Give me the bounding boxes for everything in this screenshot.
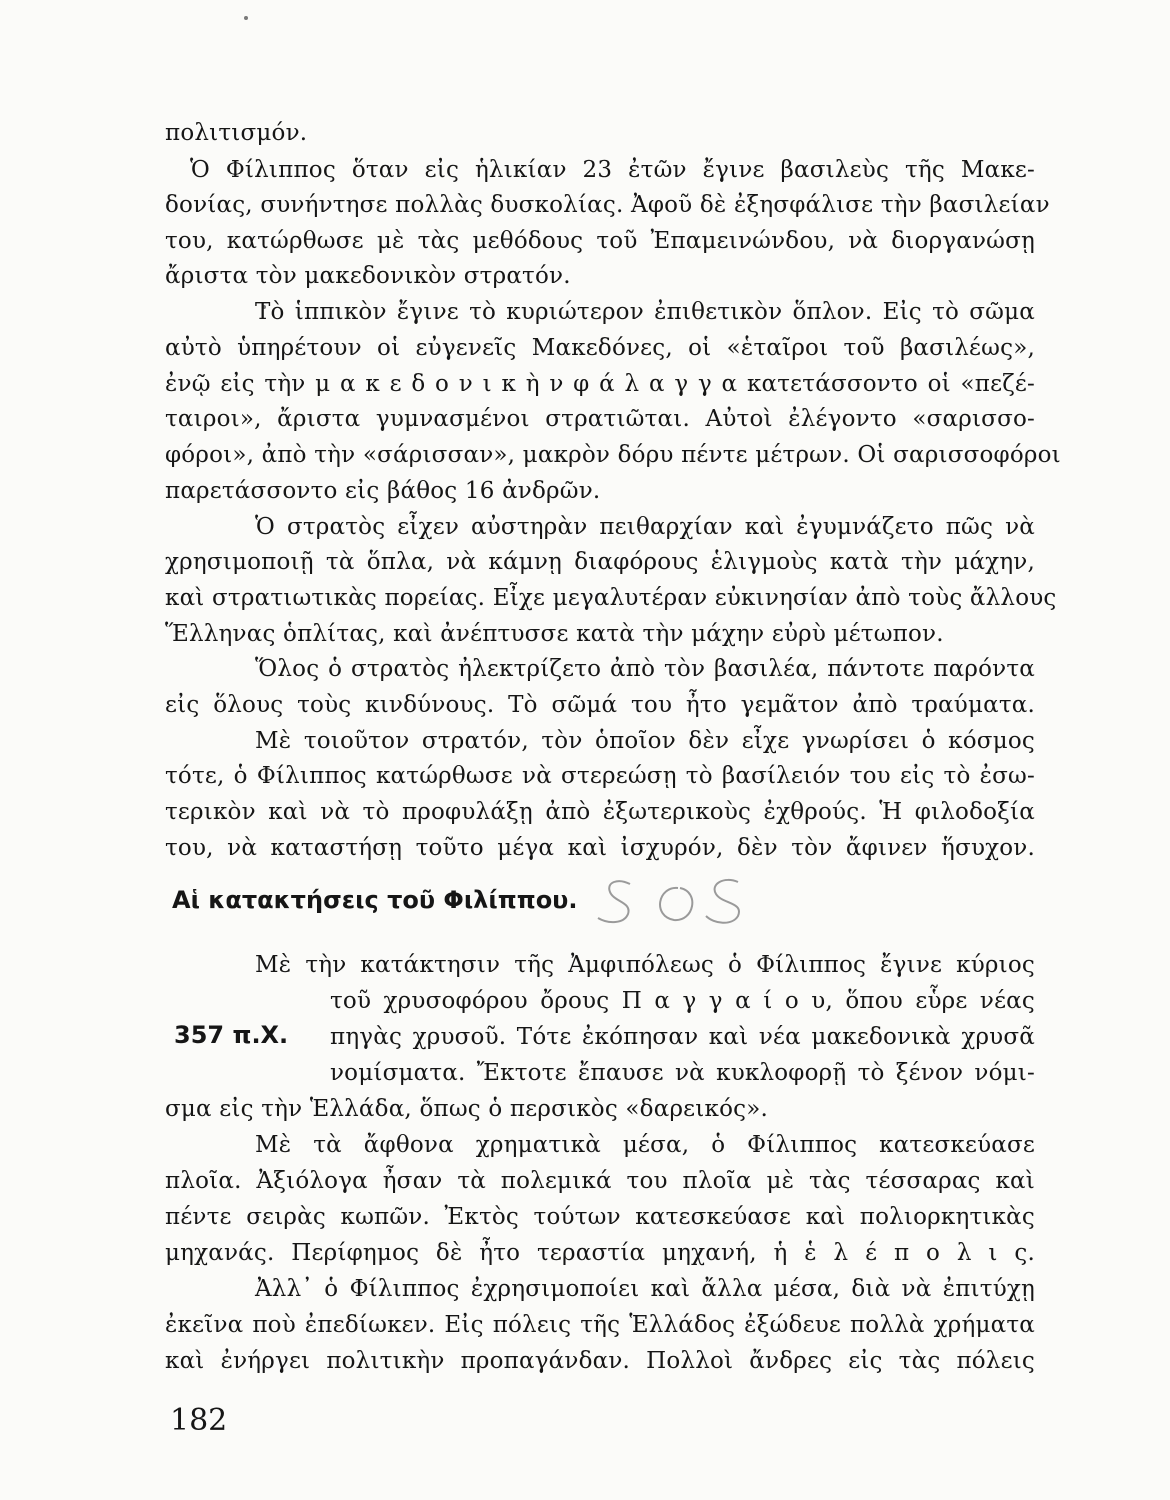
page-number: 182 — [170, 1403, 228, 1438]
speck — [244, 16, 248, 20]
text-line: σμα εἰς τὴν Ἑλλάδα, ὅπως ὁ περσικὸς «δαρεικός». — [165, 1096, 768, 1122]
text-line: του, κατώρθωσε μὲ τὰς μεθόδους τοῦ Ἐπαμεινώνδου, νὰ διοργανώσῃ — [165, 228, 1035, 254]
text-line: ἐνῷ εἰς τὴν μ α κ ε δ ο ν ι κ ὴ ν φ ά λ α γ γ α κατετάσσοντο οἱ «πεζέ- — [165, 371, 1035, 397]
text-line: χρησιμοποιῇ τὰ ὅπλα, νὰ κάμνῃ διαφόρους ἑλιγμοὺς κατὰ τὴν μάχην, — [165, 549, 1035, 575]
section-heading: Αἱ κατακτήσεις τοῦ Φιλίππου. — [172, 886, 578, 914]
text-line: του, νὰ καταστήσῃ τοῦτο μέγα καὶ ἰσχυρόν, δὲν τὸν ἄφινεν ἥσυχον. — [165, 835, 1035, 861]
text-line: πολιτισμόν. — [165, 120, 308, 146]
text-line: Ὁ Φίλιππος ὅταν εἰς ἡλικίαν 23 ἐτῶν ἔγινε βασιλεὺς τῆς Μακε- — [190, 157, 1035, 183]
text-line: δονίας, συνήντησε πολλὰς δυσκολίας. Ἀφοῦ δὲ ἐξησφάλισε τὴν βασιλείαν — [165, 192, 1050, 218]
text-line: Μὲ τοιοῦτον στρατόν, τὸν ὁποῖον δὲν εἶχε γνωρίσει ὁ κόσμος — [255, 728, 1035, 754]
margin-date: 357 π.Χ. — [174, 1021, 289, 1049]
text-line: Μὲ τὴν κατάκτησιν τῆς Ἀμφιπόλεως ὁ Φίλιππος ἔγινε κύριος — [255, 952, 1035, 978]
text-line: παρετάσσοντο εἰς βάθος 16 ἀνδρῶν. — [165, 478, 601, 504]
text-line: μηχανάς. Περίφημος δὲ ἦτο τεραστία μηχανή, ἡ ἑ λ έ π ο λ ι ς. — [165, 1240, 1035, 1266]
text-line: Μὲ τὰ ἄφθονα χρηματικὰ μέσα, ὁ Φίλιππος κατεσκεύασε — [255, 1132, 1035, 1158]
text-line: τοῦ χρυσοφόρου ὄρους Π α γ γ α ί ο υ, ὅπου εὗρε νέας — [330, 988, 1035, 1014]
handwritten-annotation — [588, 872, 768, 932]
text-line: εἰς ὅλους τοὺς κινδύνους. Τὸ σῶμά του ἦτο γεμᾶτον ἀπὸ τραύματα. — [165, 692, 1035, 718]
text-line: πλοῖα. Ἀξιόλογα ἦσαν τὰ πολεμικά του πλοῖα μὲ τὰς τέσσαρας καὶ — [165, 1168, 1035, 1194]
text-line: αὐτὸ ὑπηρέτουν οἱ εὐγενεῖς Μακεδόνες, οἱ «ἑταῖροι τοῦ βασιλέως», — [165, 335, 1035, 361]
text-line: Ὁ στρατὸς εἶχεν αὐστηρὰν πειθαρχίαν καὶ ἐγυμνάζετο πῶς νὰ — [255, 514, 1035, 540]
text-line: πηγὰς χρυσοῦ. Τότε ἐκόπησαν καὶ νέα μακεδονικὰ χρυσᾶ — [330, 1024, 1035, 1050]
text-line: ἐκεῖνα ποὺ ἐπεδίωκεν. Εἰς πόλεις τῆς Ἑλλάδος ἐξώδευε πολλὰ χρήματα — [165, 1312, 1035, 1338]
text-line: καὶ ἐνήργει πολιτικὴν προπαγάνδαν. Πολλοὶ ἄνδρες εἰς τὰς πόλεις — [165, 1348, 1035, 1374]
text-line: ἄριστα τὸν μακεδονικὸν στρατόν. — [165, 263, 571, 289]
text-line: Τὸ ἱππικὸν ἔγινε τὸ κυριώτερον ἐπιθετικὸν ὅπλον. Εἰς τὸ σῶμα — [255, 299, 1035, 325]
text-line: Ἀλλ᾽ ὁ Φίλιππος ἐχρησιμοποίει καὶ ἄλλα μέσα, διὰ νὰ ἐπιτύχῃ — [255, 1276, 1035, 1302]
text-line: τότε, ὁ Φίλιππος κατώρθωσε νὰ στερεώσῃ τὸ βασίλειόν του εἰς τὸ ἐσω- — [165, 763, 1035, 789]
text-line: Ὅλος ὁ στρατὸς ἠλεκτρίζετο ἀπὸ τὸν βασιλέα, πάντοτε παρόντα — [255, 656, 1035, 682]
text-line: φόροι», ἀπὸ τὴν «σάρισσαν», μακρὸν δόρυ πέντε μέτρων. Οἱ σαρισσοφόροι — [165, 442, 1061, 468]
text-line: Ἕλληνας ὁπλίτας, καὶ ἀνέπτυσσε κατὰ τὴν μάχην εὐρὺ μέτωπον. — [165, 621, 944, 647]
text-line: νομίσματα. Ἔκτοτε ἔπαυσε νὰ κυκλοφορῇ τὸ ξένον νόμι- — [330, 1060, 1035, 1086]
text-line: ταιροι», ἄριστα γυμνασμένοι στρατιῶται. Αὐτοὶ ἐλέγοντο «σαρισσο- — [165, 406, 1035, 432]
text-line: πέντε σειρὰς κωπῶν. Ἐκτὸς τούτων κατεσκεύασε καὶ πολιορκητικὰς — [165, 1204, 1035, 1230]
text-line: τερικὸν καὶ νὰ τὸ προφυλάξῃ ἀπὸ ἐξωτερικοὺς ἐχθρούς. Ἡ φιλοδοξία — [165, 799, 1035, 825]
text-line: καὶ στρατιωτικὰς πορείας. Εἶχε μεγαλυτέραν εὐκινησίαν ἀπὸ τοὺς ἄλλους — [165, 585, 1057, 611]
